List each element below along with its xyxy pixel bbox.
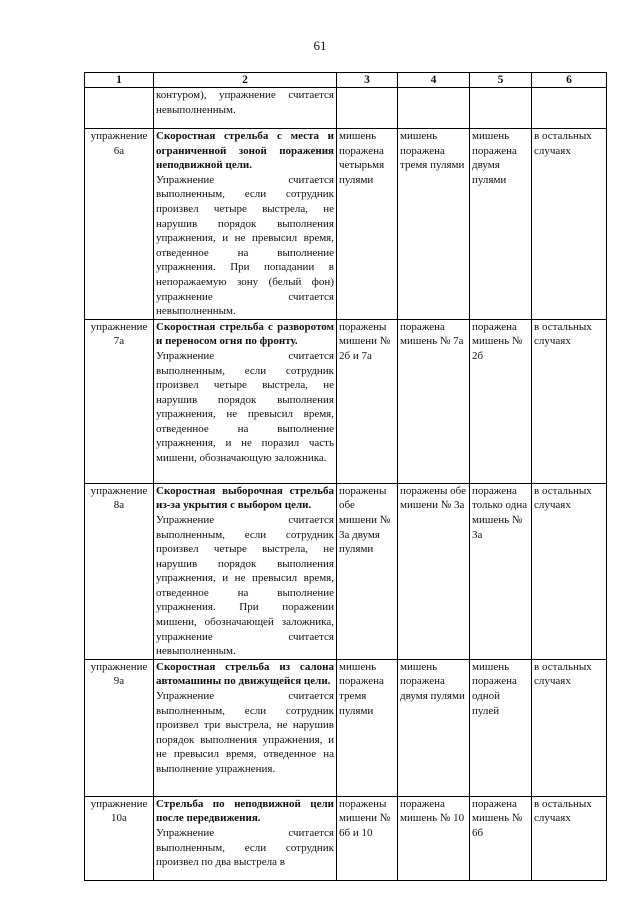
description-body: Упражнение считается выполненным, если сотрудник произвел три выстрела, не нарушив порядок выполнения упражнения, и не превысил время, отведенное на выполнение упражнения.	[156, 690, 334, 775]
good-cell: поражены обе мишени № 3а	[398, 483, 470, 659]
exercise-title: Скоростная стрельба с места и ограниченной зоной поражения неподвижной цели.	[156, 130, 334, 172]
exercise-cell: упражнение 7а	[85, 319, 154, 483]
satisfactory-cell	[470, 88, 532, 129]
header-col-4: 4	[398, 73, 470, 88]
satisfactory-cell: поражена только одна мишень № 3а	[470, 483, 532, 659]
good-cell: мишень поражена двумя пулями	[398, 659, 470, 796]
exercise-cell: упражнение 6а	[85, 129, 154, 320]
unsatisfactory-cell: в остальных случаях	[532, 483, 607, 659]
good-cell: мишень поражена тремя пулями	[398, 129, 470, 320]
unsatisfactory-cell: в остальных случаях	[532, 796, 607, 880]
header-col-5: 5	[470, 73, 532, 88]
exercise-title: Скоростная стрельба из салона автомашины по движущейся цели.	[156, 660, 334, 688]
description-cell	[154, 88, 337, 129]
table-row	[85, 129, 607, 320]
exercise-title: Стрельба по неподвижной цели после передвижения.	[156, 797, 334, 825]
description-body: Упражнение считается выполненным, если сотрудник произвел четыре выстрела, не нарушив порядок выполнения упражнения, и не превысил время, отведенное на выполнение упражнения. При поражении мишени, обозначающей заложника, упражнение считается невыполненным.	[156, 513, 334, 658]
satisfactory-cell: поражена мишень № 2б	[470, 319, 532, 483]
exercise-cell: упражнение 10а	[85, 796, 154, 880]
table-row	[85, 796, 607, 880]
table-row	[85, 483, 607, 659]
description-cell	[154, 796, 337, 880]
exercise-cell	[85, 88, 154, 129]
header-col-6: 6	[532, 73, 607, 88]
exercise-title: Скоростная стрельба с разворотом и переносом огня по фронту.	[156, 320, 334, 348]
exercise-cell: упражнение 9а	[85, 659, 154, 796]
excellent-cell: мишень поражена тремя пулями	[337, 659, 398, 796]
description-cell	[154, 319, 337, 483]
good-cell	[398, 88, 470, 129]
good-cell: поражена мишень № 7а	[398, 319, 470, 483]
unsatisfactory-cell: в остальных случаях	[532, 659, 607, 796]
description-body: Упражнение считается выполненным, если сотрудник произвел по два выстрела в	[156, 827, 334, 869]
satisfactory-cell: мишень поражена одной пулей	[470, 659, 532, 796]
excellent-cell	[337, 88, 398, 129]
header-row	[85, 73, 607, 88]
table-row	[85, 659, 607, 796]
assessment-table	[84, 72, 607, 881]
table-row	[85, 88, 607, 129]
satisfactory-cell: мишень поражена двумя пулями	[470, 129, 532, 320]
description-cell	[154, 483, 337, 659]
header-col-1: 1	[85, 73, 154, 88]
description-body: Упражнение считается выполненным, если сотрудник произвел четыре выстрела, не нарушив порядок выполнения упражнения, не превысил время, отведенное на выполнение упражнения, и не поразил часть мишени, обозначающую заложника.	[156, 349, 334, 465]
header-col-3: 3	[337, 73, 398, 88]
description-body: Упражнение считается выполненным, если сотрудник произвел четыре выстрела, не нарушив порядок выполнения упражнения, и не превысил время, отведенное на выполнение упражнения. При попадании в непоражаемую зону (белый фон) упражнение считается невыполненным.	[156, 173, 334, 318]
description-cell	[154, 129, 337, 320]
description-cell	[154, 659, 337, 796]
exercise-title: Скоростная выборочная стрельба из-за укрытия с выбором цели.	[156, 484, 334, 512]
header-col-2: 2	[154, 73, 337, 88]
description-body: контуром), упражнение считается невыполненным.	[156, 89, 334, 116]
exercise-cell: упражнение 8а	[85, 483, 154, 659]
unsatisfactory-cell: в остальных случаях	[532, 129, 607, 320]
unsatisfactory-cell: в остальных случаях	[532, 319, 607, 483]
good-cell: поражена мишень № 10	[398, 796, 470, 880]
excellent-cell: поражены обе мишени № 3а двумя пулями	[337, 483, 398, 659]
excellent-cell: поражены мишени № 6б и 10	[337, 796, 398, 880]
page-number: 61	[313, 38, 327, 53]
satisfactory-cell: поражена мишень № 6б	[470, 796, 532, 880]
unsatisfactory-cell	[532, 88, 607, 129]
excellent-cell: поражены мишени № 2б и 7а	[337, 319, 398, 483]
excellent-cell: мишень поражена четырьмя пулями	[337, 129, 398, 320]
table-row	[85, 319, 607, 483]
